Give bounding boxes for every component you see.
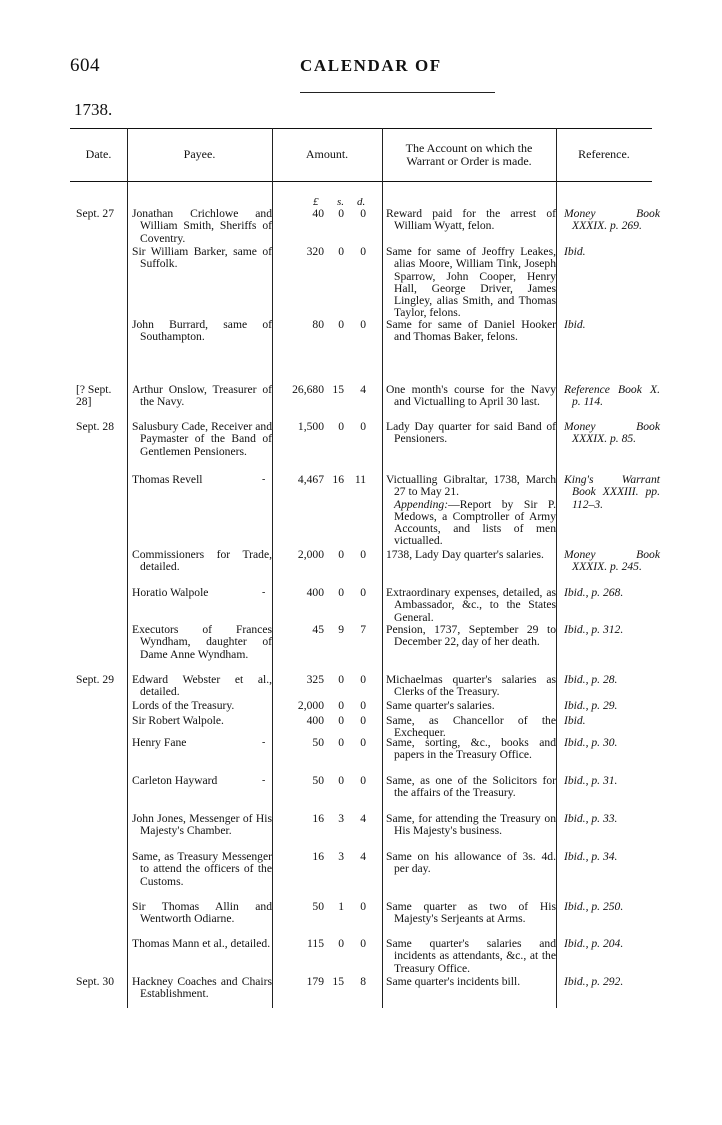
column-header-amount: Amount. [305, 147, 349, 161]
amount-pence: 0 [360, 699, 366, 712]
entry-payee: Horatio Walpole [132, 586, 209, 599]
entry-reference: Ibid. [564, 318, 586, 331]
amount-pounds: 16 [312, 812, 324, 825]
entry-reference: Ibid., p. 31. [564, 774, 618, 787]
entry-date: Sept. 28 [76, 420, 115, 433]
entry-reference: Ibid., p. 33. [564, 812, 618, 825]
amount-pounds: 2,000 [297, 548, 324, 561]
amount-shillings: 0 [338, 245, 344, 258]
entry-payee: Carleton Hayward [132, 774, 218, 787]
amount-pounds: 40 [312, 207, 324, 220]
entry-account [386, 737, 556, 762]
amount-pounds: 80 [312, 318, 324, 331]
account-text: Same for same of Jeoffry Leakes, alias Moore, William Tink, Joseph Sparrow, John Cooper, Henry Hall, George Driver, James Lingley, alias Smith, and Thomas Taylor, felons. [386, 245, 556, 320]
entry-account [386, 938, 556, 975]
amount-pence: 0 [360, 736, 366, 749]
entry-account [386, 700, 556, 712]
pounds-symbol: £ [313, 196, 319, 208]
amount-pence: 0 [360, 673, 366, 686]
entry-date: Sept. 27 [76, 207, 115, 220]
entry-reference: Ibid., p. 30. [564, 736, 618, 749]
amount-shillings: 0 [338, 736, 344, 749]
entry-reference: Ibid., p. 204. [564, 937, 624, 950]
amount-pence: 0 [360, 420, 366, 433]
entry-payee: Commissioners for Trade, detailed. [132, 548, 272, 574]
entry-payee: John Burrard, same of Southampton. [132, 318, 272, 344]
account-text: Same quarter's incidents bill. [386, 975, 521, 988]
entry-date: Sept. 29 [76, 673, 115, 686]
account-text: Same, as Chancellor of the Exchequer. [386, 714, 556, 740]
running-head: CALENDAR OF [300, 56, 442, 75]
entry-reference: Ibid., p. 29. [564, 699, 618, 712]
leader-dash: - [262, 775, 266, 786]
leader-dash: - [262, 737, 266, 748]
amount-pounds: 400 [306, 586, 324, 599]
entry-payee: Sir Thomas Allin and Wentworth Odiarne. [132, 900, 272, 926]
entry-payee: Arthur Onslow, Treasurer of the Navy. [132, 383, 272, 409]
page-number: 604 [70, 55, 100, 76]
leader-dash: - [262, 587, 266, 598]
entry-account [386, 587, 556, 624]
account-text: Reward paid for the arrest of William Wyatt, felon. [386, 207, 556, 233]
amount-pence: 4 [360, 812, 366, 825]
amount-pounds: 179 [306, 975, 324, 988]
amount-pence: 7 [360, 623, 366, 636]
entry-payee: Lords of the Treasury. [132, 699, 235, 712]
amount-pounds: 50 [312, 900, 324, 913]
leader-dash: - [262, 474, 266, 485]
entry-reference: Ibid. [564, 714, 586, 727]
amount-shillings: 0 [338, 699, 344, 712]
amount-pounds: 2,000 [297, 699, 324, 712]
entry-account [386, 813, 556, 838]
entry-reference: Money Book XXXIX. p. 245. [564, 548, 660, 574]
column-header-payee: Payee. [183, 147, 216, 161]
amount-pence: 0 [360, 774, 366, 787]
amount-pence: 0 [360, 900, 366, 913]
amount-pence: 0 [360, 207, 366, 220]
amount-pounds: 50 [312, 774, 324, 787]
entry-payee: Sir Robert Walpole. [132, 714, 224, 727]
entry-account [386, 549, 556, 561]
entry-account [386, 624, 556, 649]
amount-shillings: 0 [338, 673, 344, 686]
entry-reference: Money Book XXXIX. p. 85. [564, 420, 660, 446]
amount-shillings: 1 [338, 900, 344, 913]
entry-payee: Same, as Treasury Messenger to attend the officers of the Customs. [132, 850, 272, 888]
amount-shillings: 0 [338, 420, 344, 433]
shillings-symbol: s. [337, 196, 345, 208]
column-divider [556, 128, 557, 1008]
amount-pence: 8 [360, 975, 366, 988]
pence-symbol: d. [357, 196, 366, 208]
amount-pence: 4 [360, 850, 366, 863]
entry-account [386, 901, 556, 926]
entry-date: [? Sept. 28] [76, 383, 112, 409]
entry-payee: Sir William Barker, same of Suffolk. [132, 245, 272, 271]
entry-account [386, 775, 556, 800]
entry-reference: Money Book XXXIX. p. 269. [564, 207, 660, 233]
amount-pounds: 26,680 [292, 383, 324, 396]
amount-shillings: 16 [332, 473, 344, 486]
entry-account [386, 674, 556, 699]
amount-pounds: 50 [312, 736, 324, 749]
amount-pounds: 4,467 [297, 473, 324, 486]
account-text: Same, sorting, &c., books and papers in the Treasury Office. [386, 736, 556, 762]
account-text: 1738, Lady Day quarter's salaries. [386, 548, 544, 561]
amount-shillings: 0 [338, 774, 344, 787]
entry-account [386, 474, 556, 548]
column-header-account: The Account on which the Warrant or Order is made. [405, 140, 533, 168]
amount-shillings: 0 [338, 548, 344, 561]
entry-date: Sept. 30 [76, 975, 115, 988]
year-heading: 1738. [74, 100, 113, 119]
entry-payee: Thomas Revell [132, 473, 203, 486]
amount-pence: 0 [360, 714, 366, 727]
head-rule [300, 92, 495, 93]
amount-pence: 0 [360, 245, 366, 258]
header-rule [70, 181, 652, 182]
appending-text: —Report by Sir P. Medows, a Comptroller of Army Accounts, and lists of men victualled. [394, 497, 556, 548]
amount-pence: 11 [354, 473, 366, 486]
entry-payee: Salusbury Cade, Receiver and Paymaster of the Band of Gentlemen Pensioners. [132, 420, 272, 458]
entry-reference: Ibid., p. 34. [564, 850, 618, 863]
amount-shillings: 3 [338, 850, 344, 863]
amount-pounds: 45 [312, 623, 324, 636]
entry-reference: King's Warrant Book XXXIII. pp. 112–3. [564, 473, 660, 511]
column-divider [272, 128, 273, 1008]
amount-pence: 0 [360, 548, 366, 561]
amount-pounds: 325 [306, 673, 324, 686]
amount-pence: 0 [360, 586, 366, 599]
entry-reference: Ibid. [564, 245, 586, 258]
entry-reference: Ibid., p. 250. [564, 900, 624, 913]
entry-payee: Hackney Coaches and Chairs Establishment. [132, 975, 272, 1001]
amount-pounds: 320 [306, 245, 324, 258]
entry-account [386, 319, 556, 344]
amount-shillings: 15 [332, 975, 344, 988]
amount-shillings: 3 [338, 812, 344, 825]
entry-payee: Jonathan Crichlowe and William Smith, Sheriffs of Coventry. [132, 207, 272, 245]
column-divider [127, 128, 128, 1008]
amount-shillings: 0 [338, 207, 344, 220]
entry-reference: Reference Book X. p. 114. [564, 383, 660, 409]
account-text: Pension, 1737, September 29 to December 22, day of her death. [386, 623, 556, 649]
amount-shillings: 9 [338, 623, 344, 636]
amount-pence: 0 [360, 318, 366, 331]
calendar-table [70, 128, 660, 1008]
account-text: One month's course for the Navy and Victualling to April 30 last. [386, 383, 556, 409]
account-text: Same quarter's salaries and incidents as attendants, &c., at the Treasury Office. [386, 937, 556, 975]
entry-payee: John Jones, Messenger of His Majesty's Chamber. [132, 812, 272, 838]
account-text: Same quarter's salaries. [386, 699, 495, 712]
account-text: Same quarter as two of His Majesty's Serjeants at Arms. [386, 900, 556, 926]
account-text: Michaelmas quarter's salaries as Clerks of the Treasury. [386, 673, 556, 699]
entry-account [386, 976, 556, 988]
account-text: Same, as one of the Solicitors for the affairs of the Treasury. [386, 774, 556, 800]
entry-account [386, 208, 556, 233]
entry-payee: Henry Fane [132, 736, 187, 749]
account-text: Same, for attending the Treasury on His Majesty's business. [386, 812, 556, 838]
amount-pounds: 400 [306, 714, 324, 727]
entry-account [386, 384, 556, 409]
column-divider [382, 128, 383, 1008]
account-text: Lady Day quarter for said Band of Pensioners. [386, 420, 556, 446]
entry-payee: Thomas Mann et al., detailed. [132, 937, 271, 950]
account-text: Same for same of Daniel Hooker and Thomas Baker, felons. [386, 318, 556, 344]
amount-shillings: 15 [332, 383, 344, 396]
appending-label: Appending: [394, 497, 449, 511]
amount-shillings: 0 [338, 318, 344, 331]
entry-payee: Edward Webster et al., detailed. [132, 673, 272, 699]
amount-pence: 0 [360, 937, 366, 950]
amount-pounds: 16 [312, 850, 324, 863]
column-header-date: Date. [85, 147, 112, 161]
amount-pounds: 115 [307, 937, 324, 950]
entry-reference: Ibid., p. 268. [564, 586, 624, 599]
amount-pounds: 1,500 [297, 420, 324, 433]
amount-shillings: 0 [338, 586, 344, 599]
entry-reference: Ibid., p. 28. [564, 673, 618, 686]
account-text: Same on his allowance of 3s. 4d. per day. [386, 850, 556, 876]
amount-shillings: 0 [338, 937, 344, 950]
account-text: Extraordinary expenses, detailed, as Ambassador, &c., to the States General. [386, 586, 556, 624]
entry-account [386, 246, 556, 320]
entry-account [386, 421, 556, 446]
entry-account [386, 851, 556, 876]
account-text: Victualling Gibraltar, 1738, March 27 to May 21. [386, 473, 556, 499]
entry-reference: Ibid., p. 292. [564, 975, 624, 988]
amount-shillings: 0 [338, 714, 344, 727]
entry-reference: Ibid., p. 312. [564, 623, 624, 636]
entry-payee: Executors of Frances Wyndham, daughter of Dame Anne Wyndham. [132, 623, 272, 661]
amount-pence: 4 [360, 383, 366, 396]
column-header-reference: Reference. [578, 147, 630, 161]
